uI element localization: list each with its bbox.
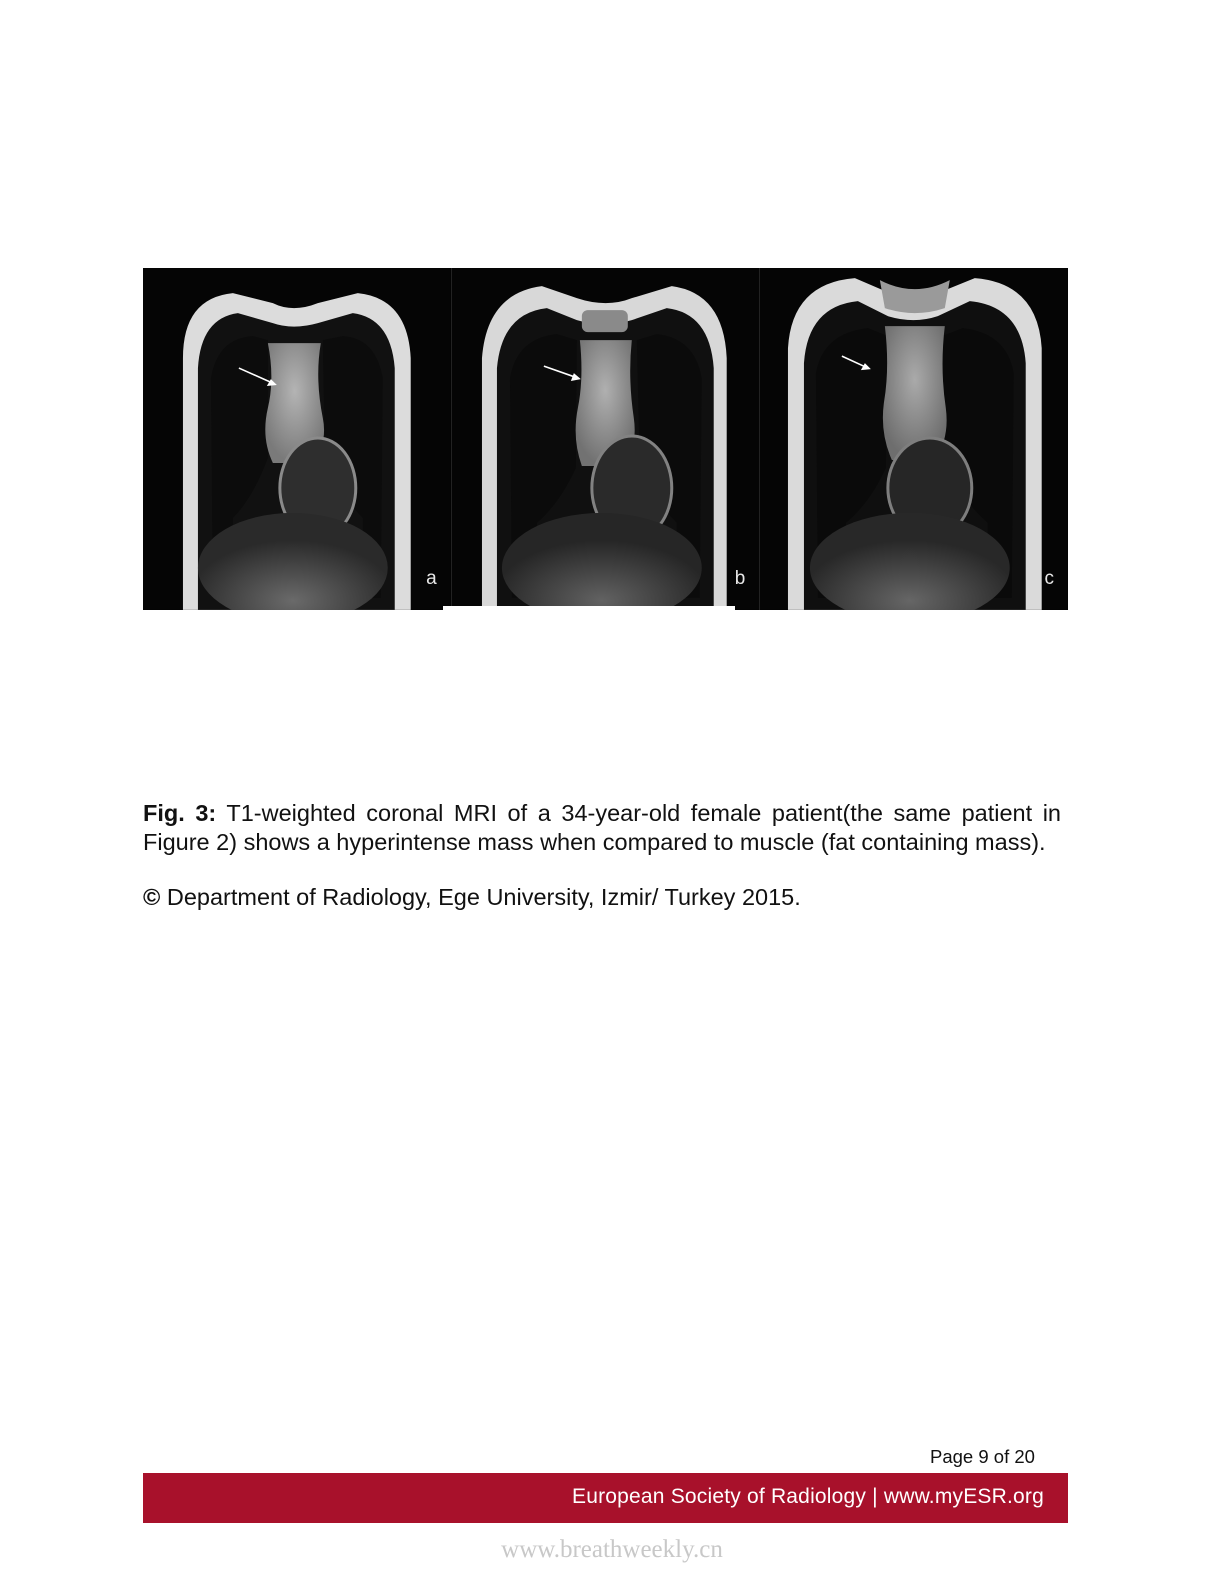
mri-image-a — [143, 268, 451, 610]
mri-image-b — [452, 268, 760, 610]
caption-text: T1-weighted coronal MRI of a 34-year-old female patient(the same patient in Figure 2) shows a hyperintense mass when compared to muscle (fat containing mass). — [143, 800, 1061, 855]
caption-label: Fig. 3: — [143, 800, 217, 826]
mri-panel-c — [759, 268, 1068, 610]
copyright-line — [143, 883, 801, 912]
figure-caption — [143, 799, 1061, 857]
panel-label-b: b — [734, 568, 746, 589]
mri-panel-b — [451, 268, 760, 610]
watermark: www.breathweekly.cn — [501, 1536, 723, 1563]
panel-label-c: c — [1044, 568, 1055, 589]
footer-text: European Society of Radiology | www.myESR.org — [571, 1485, 1044, 1508]
mri-image-c — [760, 268, 1068, 610]
panel-label-a: a — [426, 568, 437, 589]
footer-banner — [143, 1473, 1068, 1523]
copyright-text: Department of Radiology, Ege University, Izmir/ Turkey 2015. — [160, 884, 801, 910]
page-number: Page 9 of 20 — [930, 1446, 1035, 1467]
figure-underline — [443, 606, 735, 610]
mri-figure — [143, 268, 1068, 610]
mri-panel-a — [143, 268, 451, 610]
copyright-symbol: © — [143, 884, 161, 910]
